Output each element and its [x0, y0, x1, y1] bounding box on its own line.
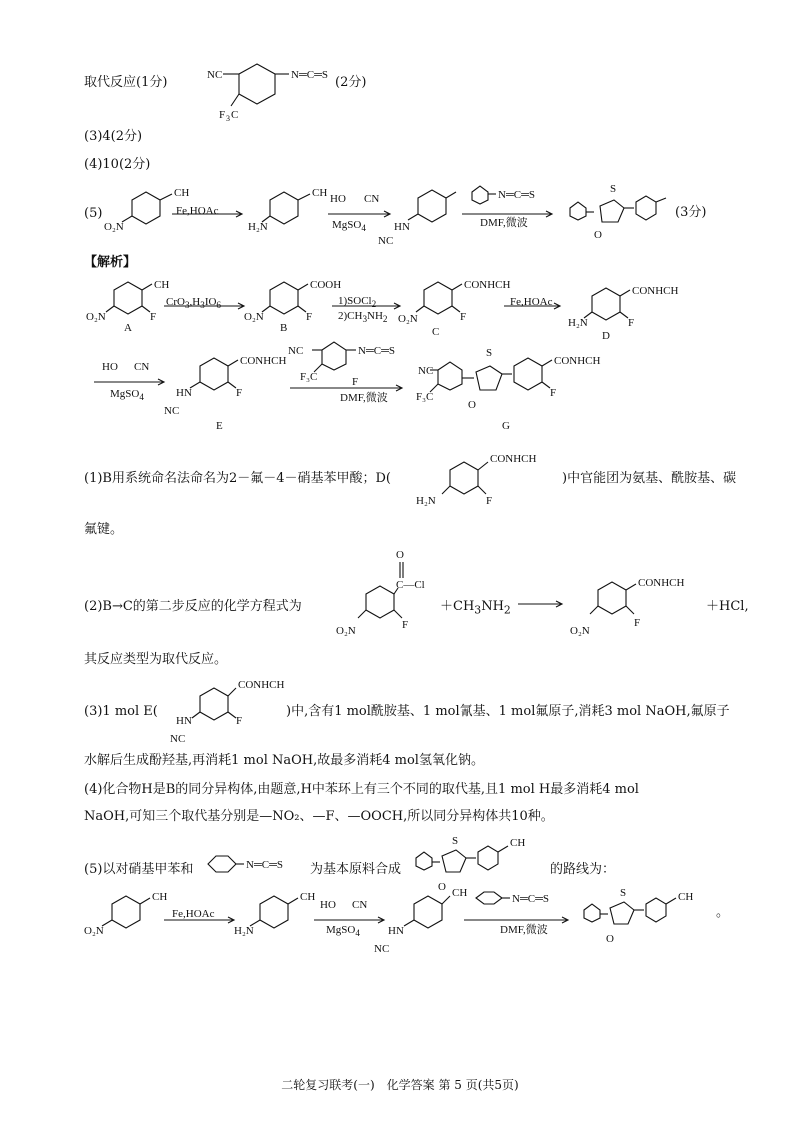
svg-text:S: S [452, 835, 459, 847]
svg-text:NC: NC [378, 235, 394, 247]
svg-text:O₂N: O₂N [570, 625, 590, 637]
svg-text:CH: CH [452, 887, 468, 899]
structure-D-inline [410, 448, 560, 514]
svg-text:F: F [486, 495, 493, 507]
analysis-p1a: (1)B用系统命名法命名为2－氟－4－硝基苯甲酸；D( [84, 471, 392, 486]
svg-text:CH: CH [678, 891, 694, 903]
label-C: C [432, 326, 440, 338]
reagent-fe-1: Fe,HOAc [176, 205, 219, 217]
svg-text:O: O [594, 229, 602, 241]
reagent-fe-3: Fe,HOAc [172, 908, 215, 920]
svg-text:N═C═S: N═C═S [358, 345, 395, 357]
svg-text:CONHCH: CONHCH [240, 355, 287, 367]
analysis-p3b: )中,含有1 mol酰胺基、1 mol氰基、1 mol氟原子,消耗3 mol NaOH,氟原子 [286, 704, 730, 719]
svg-text:C: C [231, 109, 239, 121]
svg-text:O: O [396, 549, 404, 561]
svg-text:3: 3 [226, 114, 230, 123]
svg-text:O₂N: O₂N [84, 925, 104, 937]
svg-text:HN: HN [176, 387, 192, 399]
svg-text:NC: NC [170, 733, 186, 745]
analysis-p2d: 其反应类型为取代反应。 [84, 652, 228, 667]
label-G: G [502, 420, 510, 432]
reagent-mgso4-1: MgSO$_4$ [332, 219, 366, 234]
label-B: B [280, 322, 288, 334]
scheme-row-2 [84, 338, 724, 428]
analysis-p5b: 为基本原料合成 [310, 862, 402, 877]
svg-text:CONHCH: CONHCH [554, 355, 601, 367]
svg-text:HN: HN [388, 925, 404, 937]
svg-text:N═C═S: N═C═S [498, 189, 535, 201]
svg-text:F: F [236, 715, 243, 727]
svg-text:CN: CN [134, 361, 150, 373]
svg-text:CH: CH [510, 837, 526, 849]
svg-text:O₂N: O₂N [86, 311, 106, 323]
svg-text:CH: CH [152, 891, 168, 903]
svg-text:H₂N: H₂N [234, 925, 254, 937]
analysis-p5c: 的路线为： [550, 862, 616, 877]
svg-text:S: S [620, 887, 627, 899]
svg-text:F: F [150, 311, 157, 323]
svg-text:O₂N: O₂N [336, 625, 356, 637]
svg-text:NC: NC [207, 69, 223, 81]
svg-text:CN: CN [364, 193, 380, 205]
analysis-title: 【解析】 [84, 255, 137, 270]
svg-text:F₃C: F₃C [416, 391, 434, 403]
analysis-p4b: NaOH,可知三个取代基分别是—NO₂、—F、—OOCH,所以同分异构体共10种。 [84, 809, 554, 824]
reagent-fe-2: Fe,HOAc [510, 296, 553, 308]
svg-text:CONHCH: CONHCH [238, 679, 285, 691]
svg-text:F: F [550, 387, 557, 399]
svg-text:F: F [628, 317, 635, 329]
svg-text:F: F [634, 617, 641, 629]
svg-text:H₂N: H₂N [248, 221, 268, 233]
answer-5-label: (5) [84, 206, 103, 221]
svg-text:F: F [236, 387, 243, 399]
svg-text:O₂N: O₂N [398, 313, 418, 325]
svg-text:HO: HO [102, 361, 118, 373]
final-route [84, 880, 724, 970]
svg-text:CH: CH [312, 187, 328, 199]
svg-text:CONHCH: CONHCH [638, 577, 685, 589]
acyl-chloride-structure [336, 548, 456, 642]
reagent-mgso4-2: MgSO$_4$ [110, 388, 144, 403]
svg-text:N═C═S: N═C═S [291, 69, 328, 81]
svg-text:S: S [610, 183, 617, 195]
svg-text:NC: NC [374, 943, 390, 955]
svg-text:CONHCH: CONHCH [632, 285, 679, 297]
analysis-p3a: (3)1 mol E( [84, 704, 158, 719]
svg-text:CH: CH [300, 891, 316, 903]
label-E: E [216, 420, 223, 432]
analysis-p1c: 氟键。 [84, 522, 124, 537]
answer-2-score: (2分) [335, 75, 367, 90]
svg-text:CONHCH: CONHCH [464, 279, 511, 291]
svg-text:F: F [219, 109, 226, 121]
label-A: A [124, 322, 132, 334]
answer-5-score: (3分) [675, 205, 707, 220]
svg-text:H₂N: H₂N [568, 317, 588, 329]
answer-3: (3)4(2分) [84, 129, 143, 144]
analysis-p2c: ＋HCl, [706, 599, 749, 614]
svg-text:S: S [486, 347, 493, 359]
svg-text:HN: HN [394, 221, 410, 233]
analysis-p3c: 水解后生成酚羟基,再消耗1 mol NaOH,故最多消耗4 mol氢氧化钠。 [84, 753, 484, 768]
reagent-socl2: 1)SOCl$_2$ [338, 295, 377, 310]
svg-text:NC: NC [164, 405, 180, 417]
svg-text:HN: HN [176, 715, 192, 727]
analysis-p4a: (4)化合物H是B的同分异构体,由题意,H中苯环上有三个不同的取代基,且1 mol H最多消耗4 mol [84, 782, 639, 797]
analysis-p1b: )中官能团为氨基、酰胺基、碳 [562, 471, 737, 486]
svg-text:N═C═S: N═C═S [512, 893, 549, 905]
page-footer: 二轮复习联考(一) 化学答案 第 5 页(共5页) [281, 1078, 519, 1092]
reagent-dmf-3: DMF,微波 [500, 924, 548, 936]
reagent-cro3: $CrO_3,H_3IO_6$ [166, 296, 221, 311]
structure-E-inline [160, 676, 290, 746]
reagent-mgso4-3: MgSO$_4$ [326, 924, 360, 939]
svg-text:HO: HO [320, 899, 336, 911]
svg-text:NC: NC [418, 365, 434, 377]
label-D: D [602, 330, 610, 342]
svg-text:C—Cl: C—Cl [396, 579, 425, 591]
svg-text:F₃C: F₃C [300, 371, 318, 383]
svg-text:NC: NC [288, 345, 304, 357]
svg-text:F: F [306, 311, 313, 323]
svg-text:CH: CH [174, 187, 190, 199]
svg-text:O₂N: O₂N [244, 311, 264, 323]
svg-text:O₂N: O₂N [104, 221, 124, 233]
analysis-p5a: (5)以对硝基甲苯和 [84, 862, 194, 877]
answer-4: (4)10(2分) [84, 157, 151, 172]
svg-text:F: F [402, 619, 409, 631]
phenyl-isothiocyanate [204, 850, 314, 880]
svg-text:F: F [460, 311, 467, 323]
svg-text:COOH: COOH [310, 279, 342, 291]
svg-text:CH: CH [154, 279, 170, 291]
svg-text:O: O [438, 881, 446, 893]
svg-text:O: O [468, 399, 476, 411]
reagent-dmf-2: DMF,微波 [340, 392, 388, 404]
svg-text:HO: HO [330, 193, 346, 205]
svg-text:H₂N: H₂N [416, 495, 436, 507]
analysis-p2a: (2)B→C的第二步反应的化学方程式为 [84, 599, 302, 614]
svg-text:CONHCH: CONHCH [490, 453, 537, 465]
reagent-F: F [352, 376, 359, 388]
svg-text:O: O [606, 933, 614, 945]
reagent-ch3nh2: $2)CH_3NH_2$ [338, 310, 388, 325]
reaction-arrow-and-product [518, 570, 688, 642]
analysis-p2b: $+CH_3NH_2$ [440, 599, 511, 617]
svg-text:CN: CN [352, 899, 368, 911]
answer-2-type: 取代反应(1分) [84, 75, 168, 90]
svg-text:N═C═S: N═C═S [246, 859, 283, 871]
reagent-dmf-1: DMF,微波 [480, 217, 528, 229]
final-period: 。 [716, 905, 730, 920]
